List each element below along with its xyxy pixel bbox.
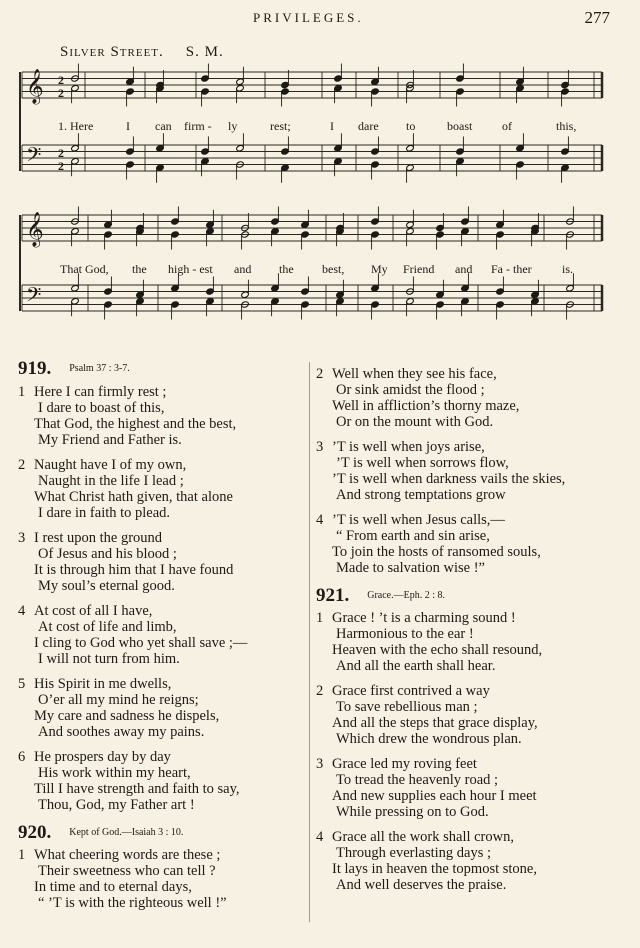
- verse-line: [18, 724, 318, 740]
- verse-line: [18, 489, 318, 505]
- verse-text: At cost of life and limb,: [38, 619, 177, 635]
- verse-line: [18, 708, 318, 724]
- verse-line: [18, 530, 318, 546]
- lyric-syllable: this,: [556, 119, 577, 133]
- verse-text: Grace first contrived a way: [332, 683, 490, 699]
- stanza-number: 4: [18, 603, 26, 619]
- verse-line: [316, 829, 616, 845]
- verse-line: [18, 400, 318, 416]
- verse-text: ’T is well when sorrows flow,: [336, 455, 509, 471]
- stanza-number: 4: [316, 512, 324, 528]
- verse-text: “ ’T is with the righteous well !”: [38, 895, 227, 911]
- lyric-syllable: to: [406, 119, 416, 133]
- hymn-reference: Kept of God.—Isaiah 3 : 10.: [69, 827, 184, 838]
- verse-line: [18, 416, 318, 432]
- lyric-syllable: rest;: [270, 119, 291, 133]
- tune-name: Silver Street.: [60, 44, 164, 60]
- lyric-syllable: ly: [228, 119, 238, 133]
- verse-text: Their sweetness who can tell ?: [38, 863, 216, 879]
- stanza-number: 5: [18, 676, 26, 692]
- stanza: [316, 366, 616, 430]
- verse-line: [316, 658, 616, 674]
- lyric-syllable: I: [330, 119, 334, 133]
- verse-text: Here I can firmly rest ;: [34, 384, 167, 400]
- verse-text: Till I have strength and faith to say,: [34, 781, 240, 797]
- verse-text: Grace ! ’t is a charming sound !: [332, 610, 516, 626]
- lyric-syllable: dare: [358, 119, 379, 133]
- verse-line: [316, 715, 616, 731]
- running-title: PRIVILEGES.: [253, 10, 364, 25]
- lyric-syllable: I: [126, 119, 130, 133]
- verse-line: [18, 603, 318, 619]
- verse-line: [316, 528, 616, 544]
- tune-meter: S. M.: [185, 44, 224, 60]
- verse-text: I dare in faith to plead.: [38, 505, 171, 521]
- verse-text: Well when they see his face,: [332, 366, 497, 382]
- verse-line: [316, 845, 616, 861]
- stanza: [18, 530, 318, 594]
- verse-text: And all the earth shall hear.: [336, 658, 496, 674]
- lyric-syllable: Fa - ther: [491, 262, 532, 276]
- verse-text: And well deserves the praise.: [336, 877, 507, 893]
- hymn-920: [18, 822, 318, 911]
- stanza: [316, 610, 616, 674]
- stanza: [316, 756, 616, 820]
- verse-text: To tread the heavenly road ;: [336, 772, 499, 788]
- verse-text: Well in affliction’s thorny maze,: [332, 398, 520, 414]
- verse-line: [18, 692, 318, 708]
- verse-text: Harmonious to the ear !: [336, 626, 474, 642]
- verse-text: ’T is well when Jesus calls,—: [332, 512, 505, 528]
- right-column: [316, 366, 616, 902]
- verse-line: [18, 797, 318, 813]
- verse-line: [316, 626, 616, 642]
- verse-text: To join the hosts of ransomed souls,: [332, 544, 541, 560]
- verse-line: [18, 546, 318, 562]
- svg-text:2: 2: [58, 73, 64, 87]
- hymn-reference: Psalm 37 : 3-7.: [69, 363, 130, 374]
- stanza: [18, 749, 318, 813]
- verse-text: Through everlasting days ;: [336, 845, 492, 861]
- verse-line: [18, 863, 318, 879]
- verse-text: It lays in heaven the topmost stone,: [332, 861, 537, 877]
- verse-line: [316, 731, 616, 747]
- verse-line: [316, 756, 616, 772]
- verse-line: [18, 457, 318, 473]
- svg-text:2: 2: [58, 86, 64, 100]
- hymn-919: [18, 358, 318, 813]
- stanza: [18, 676, 318, 740]
- verse-text: O’er all my mind he reigns;: [38, 692, 199, 708]
- hymn-number: 921.: [316, 585, 350, 606]
- lyric-syllable: My: [371, 262, 388, 276]
- stanza-number: 1: [18, 847, 26, 863]
- verse-text: Grace all the work shall crown,: [332, 829, 514, 845]
- stanza-number: 3: [18, 530, 26, 546]
- verse-line: [316, 861, 616, 877]
- stanza: [316, 512, 616, 576]
- verse-text: My soul’s eternal good.: [38, 578, 175, 594]
- verse-text: “ From earth and sin arise,: [336, 528, 490, 544]
- verse-text: My Friend and Father is.: [38, 432, 182, 448]
- verse-text: And strong temptations grow: [336, 487, 506, 503]
- page-number: 277: [584, 8, 610, 27]
- lyric-syllable: best,: [322, 262, 345, 276]
- verse-line: [316, 512, 616, 528]
- stanza-number: 4: [316, 829, 324, 845]
- verse-text: Heaven with the echo shall resound,: [332, 642, 543, 658]
- verse-text: Naught have I of my own,: [34, 457, 187, 473]
- verse-text: Or on the mount with God.: [336, 414, 494, 430]
- stanza: [316, 439, 616, 503]
- verse-text: Or sink amidst the flood ;: [336, 382, 485, 398]
- verse-line: [316, 610, 616, 626]
- stanza-number: 3: [316, 756, 324, 772]
- verse-line: [316, 804, 616, 820]
- verse-line: [18, 651, 318, 667]
- verse-line: [316, 877, 616, 893]
- verse-line: [316, 560, 616, 576]
- verse-text: Grace led my roving feet: [332, 756, 477, 772]
- lyric-syllable: 1. Here: [58, 119, 94, 133]
- verse-text: Naught in the life I lead ;: [38, 473, 184, 489]
- stanza: [316, 829, 616, 893]
- verse-line: [316, 455, 616, 471]
- verse-text: Thou, God, my Father art !: [38, 797, 195, 813]
- verse-line: [18, 384, 318, 400]
- stanza: [316, 683, 616, 747]
- verse-text: To save rebellious man ;: [336, 699, 478, 715]
- stanza-number: 2: [316, 366, 324, 382]
- svg-text:𝄢: 𝄢: [26, 143, 42, 171]
- verse-line: [316, 398, 616, 414]
- lyric-syllable: the: [279, 262, 294, 276]
- verse-text: At cost of all I have,: [34, 603, 153, 619]
- music-score: [0, 60, 640, 360]
- verse-line: [18, 473, 318, 489]
- verse-text: And new supplies each hour I meet: [332, 788, 537, 804]
- verse-line: [18, 578, 318, 594]
- verse-text: And all the steps that grace display,: [332, 715, 538, 731]
- verse-line: [18, 562, 318, 578]
- svg-text:2: 2: [58, 146, 64, 160]
- lyric-syllable: and: [455, 262, 473, 276]
- verse-line: [18, 432, 318, 448]
- stanza: [18, 384, 318, 448]
- svg-text:𝄞: 𝄞: [26, 69, 44, 104]
- verse-text: His Spirit in me dwells,: [34, 676, 172, 692]
- stanza-number: 2: [18, 457, 26, 473]
- verse-text: Made to salvation wise !”: [336, 560, 485, 576]
- verse-line: [18, 676, 318, 692]
- running-head: [0, 10, 640, 28]
- verse-line: [18, 847, 318, 863]
- hymn-number: 919.: [18, 358, 52, 379]
- lyric-syllable: the: [132, 262, 147, 276]
- verse-text: His work within my heart,: [38, 765, 191, 781]
- stanza-number: 6: [18, 749, 26, 765]
- svg-text:𝄞: 𝄞: [26, 212, 44, 247]
- verse-line: [18, 749, 318, 765]
- verse-text: What Christ hath given, that alone: [34, 489, 233, 505]
- hymn-number: 920.: [18, 822, 52, 843]
- lyric-syllable: can: [155, 119, 172, 133]
- stanza: [18, 847, 318, 911]
- hymn-reference: Grace.—Eph. 2 : 8.: [367, 590, 446, 601]
- verse-text: In time and to eternal days,: [34, 879, 192, 895]
- verse-text: That God, the highest and the best,: [34, 416, 237, 432]
- stanza-number: 2: [316, 683, 324, 699]
- verse-line: [18, 895, 318, 911]
- lyric-syllable: firm -: [184, 119, 212, 133]
- verse-line: [316, 788, 616, 804]
- verse-line: [316, 487, 616, 503]
- verse-text: I cling to God who yet shall save ;—: [34, 635, 248, 651]
- verse-text: He prospers day by day: [34, 749, 171, 765]
- verse-text: I rest upon the ground: [34, 530, 163, 546]
- verse-line: [316, 382, 616, 398]
- verse-line: [316, 471, 616, 487]
- verse-line: [18, 619, 318, 635]
- verse-text: My care and sadness he dispels,: [34, 708, 220, 724]
- left-column: [18, 358, 318, 920]
- verse-text: ’T is well when darkness vails the skies,: [332, 471, 566, 487]
- verse-text: Which drew the wondrous plan.: [336, 731, 522, 747]
- verse-line: [316, 366, 616, 382]
- verse-text: And soothes away my pains.: [38, 724, 205, 740]
- lyric-syllable: Friend: [403, 262, 435, 276]
- verse-line: [316, 642, 616, 658]
- tune-heading: [60, 44, 224, 61]
- verse-line: [18, 765, 318, 781]
- verse-text: I will not turn from him.: [38, 651, 180, 667]
- stanza-number: 1: [18, 384, 26, 400]
- verse-text: I dare to boast of this,: [38, 400, 165, 416]
- stanza-number: 1: [316, 610, 324, 626]
- verse-text: Of Jesus and his blood ;: [38, 546, 177, 562]
- verse-line: [316, 439, 616, 455]
- verse-line: [316, 414, 616, 430]
- lyric-syllable: is.: [562, 262, 574, 276]
- lyric-syllable: and: [234, 262, 252, 276]
- verse-text: What cheering words are these ;: [34, 847, 221, 863]
- verse-text: While pressing on to God.: [336, 804, 489, 820]
- lyric-syllable: of: [502, 119, 512, 133]
- stanza-number: 3: [316, 439, 324, 455]
- verse-line: [316, 772, 616, 788]
- verse-line: [316, 544, 616, 560]
- verse-line: [18, 879, 318, 895]
- svg-text:𝄢: 𝄢: [26, 283, 42, 311]
- verse-text: ’T is well when joys arise,: [332, 439, 485, 455]
- stanza: [18, 603, 318, 667]
- lyric-syllable: That God,: [60, 262, 109, 276]
- verse-line: [18, 635, 318, 651]
- verse-text: It is through him that I have found: [34, 562, 234, 578]
- verse-line: [316, 683, 616, 699]
- hymn-921: [316, 585, 616, 893]
- verse-line: [18, 781, 318, 797]
- lyric-syllable: high - est: [168, 262, 213, 276]
- verse-line: [316, 699, 616, 715]
- verse-line: [18, 505, 318, 521]
- lyric-syllable: boast: [447, 119, 473, 133]
- stanza: [18, 457, 318, 521]
- svg-text:2: 2: [58, 159, 64, 173]
